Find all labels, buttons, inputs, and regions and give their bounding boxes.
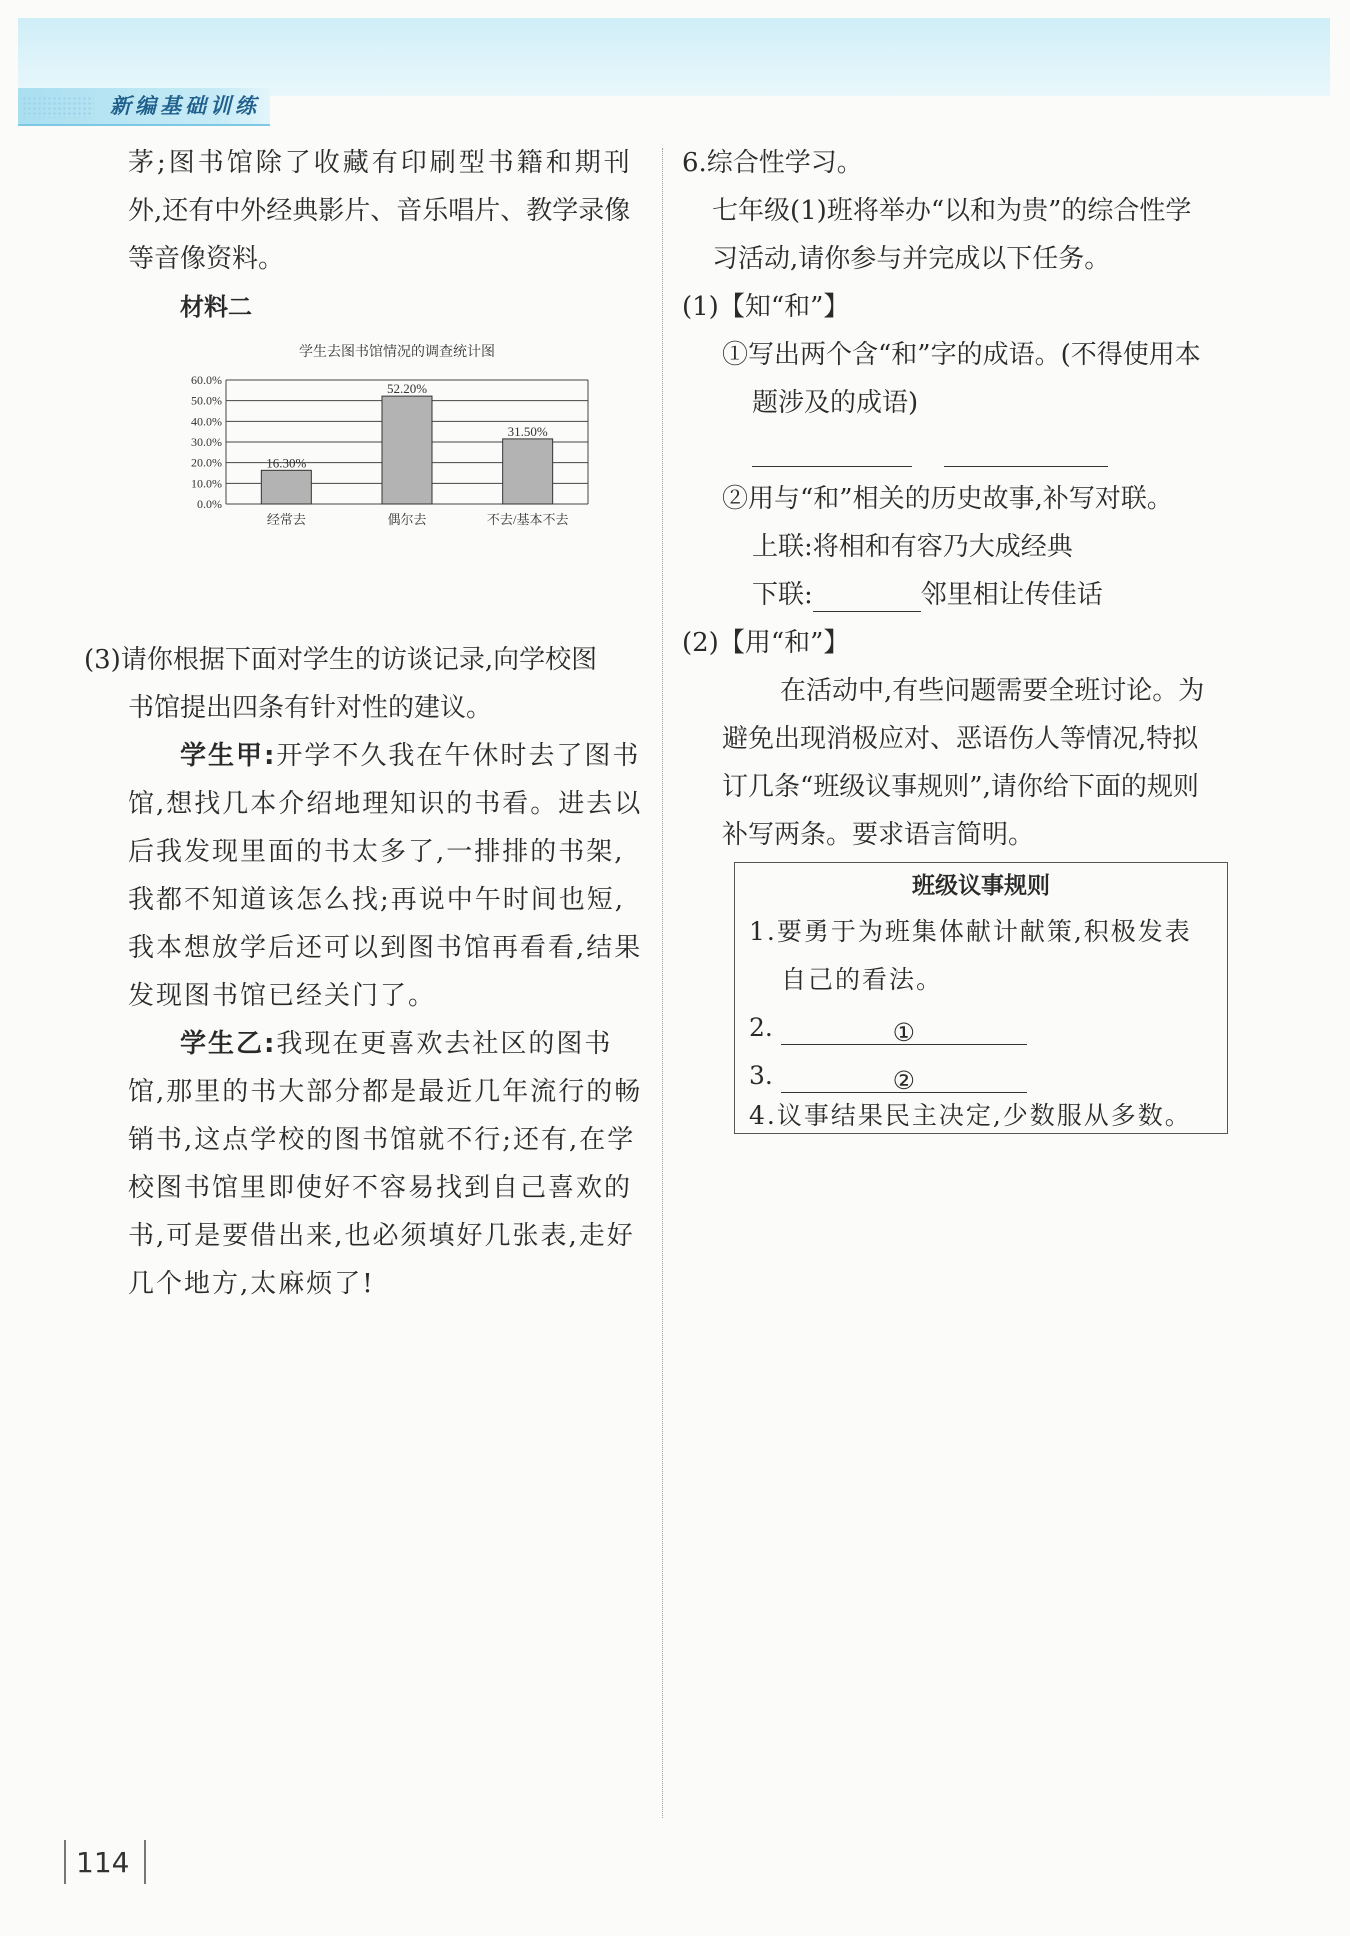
class-rules-box [734,862,1228,1134]
bar [503,439,553,504]
part1-heading: (1)【知“和”】 [682,292,850,322]
part2-line-3: 订几条“班级议事规则”,请你给下面的规则 [722,772,1199,802]
studentB-line-2: 馆,那里的书大部分都是最近几年流行的畅 [128,1077,643,1107]
part2-heading: (2)【用“和”】 [682,628,850,658]
part1-b: ②用与“和”相关的历史故事,补写对联。 [722,484,1173,514]
bar-value-label: 31.50% [507,423,548,439]
studentA-line-1 [180,739,640,773]
part1-a-line-1: ①写出两个含“和”字的成语。(不得使用本 [722,340,1201,370]
rules-title: 班级议事规则 [912,873,1050,899]
q3-line-1: (3)请你根据下面对学生的访谈记录,向学校图 [84,645,598,675]
studentB-line-3: 销书,这点学校的图书馆就不行;还有,在学 [128,1125,636,1155]
rule-2-number: 2. [749,1013,773,1042]
studentA-line-5: 我本想放学后还可以到图书馆再看看,结果 [128,933,643,963]
chart-title: 学生去图书馆情况的调查统计图 [299,345,495,360]
couplet-lower-tail: 邻里相让传佳话 [920,580,1103,610]
studentB-line-6: 几个地方,太麻烦了! [128,1269,375,1299]
y-tick-label: 20.0% [191,455,222,470]
bar-value-label: 16.30% [266,455,307,471]
q3-line-2: 书馆提出四条有针对性的建议。 [128,693,493,723]
part2-line-1: 在活动中,有些问题需要全班讨论。为 [780,676,1205,706]
studentA-line-4: 我都不知道该怎么找;再说中午时间也短, [128,885,626,915]
studentB-line-1 [180,1027,612,1061]
header-band [18,18,1330,96]
studentB-line-5: 书,可是要借出来,也必须填好几张表,走好 [128,1221,635,1251]
x-category-label: 不去/基本不去 [486,512,569,527]
part2-line-4: 补写两条。要求语言简明。 [722,820,1035,850]
page-number-bar-right [144,1840,146,1884]
couplet-upper: 上联:将相和有容乃大成经典 [752,532,1073,562]
bar [261,470,311,504]
rule-2-answer-blank[interactable] [781,1016,1027,1045]
rule-2-marker: ① [892,1018,916,1047]
y-tick-label: 10.0% [191,476,222,491]
header-dots-decoration [22,96,94,118]
para1-line-3: 等音像资料。 [128,244,285,274]
para1-line-2: 外,还有中外经典影片、音乐唱片、教学录像 [128,196,631,226]
part2-line-2: 避免出现消极应对、恶语伤人等情况,特拟 [722,724,1199,754]
book-series-title: 新编基础训练 [110,94,260,118]
y-tick-label: 40.0% [191,414,222,429]
studentA-text-1: 开学不久我在午休时去了图书 [276,741,641,771]
idiom-answer-blank-1[interactable] [752,438,912,467]
rule-1-line-2: 自己的看法。 [781,965,944,994]
rule-3-number: 3. [749,1061,773,1090]
studentB-text-1: 我现在更喜欢去社区的图书 [276,1029,613,1059]
y-tick-label: 50.0% [191,393,222,408]
intro-line-2: 习活动,请你参与并完成以下任务。 [712,244,1111,274]
part1-a-line-2: 题涉及的成语) [752,388,919,418]
para1-line-1: 茅;图书馆除了收藏有印刷型书籍和期刊 [128,148,633,178]
bar-value-label: 52.20% [386,381,428,397]
rule-3-marker: ② [892,1066,916,1095]
couplet-answer-blank[interactable] [813,583,921,612]
couplet-lower-line [752,578,1103,612]
library-survey-chart [170,338,600,538]
studentB-line-4: 校图书馆里即使好不容易找到自己喜欢的 [128,1173,633,1203]
bar [382,396,432,504]
intro-line-1: 七年级(1)班将举办“以和为贵”的综合性学 [712,196,1192,226]
y-tick-label: 30.0% [191,435,222,449]
studentA-label: 学生甲: [180,741,277,771]
studentA-line-2: 馆,想找几本介绍地理知识的书看。进去以 [128,789,643,819]
bar-chart-svg [170,338,600,538]
material2-label: 材料二 [180,293,252,321]
rule-3-line [749,1059,1027,1093]
idiom-answer-blank-2[interactable] [944,438,1108,467]
rule-3-answer-blank[interactable] [781,1064,1027,1093]
couplet-lower-label: 下联: [752,580,813,610]
page-number: 114 [76,1846,130,1879]
studentB-label: 学生乙: [180,1029,277,1059]
y-tick-label: 0.0% [197,497,222,511]
studentA-line-6: 发现图书馆已经关门了。 [128,981,437,1011]
x-category-label: 经常去 [266,512,306,527]
y-tick-label: 60.0% [191,373,222,387]
rule-4-line: 4.议事结果民主决定,少数服从多数。 [749,1101,1192,1130]
rule-2-line [749,1011,1027,1045]
x-category-label: 偶尔去 [387,512,427,527]
page-number-bar-left [64,1840,66,1884]
q6-heading: 6.综合性学习。 [682,148,863,178]
studentA-line-3: 后我发现里面的书太多了,一排排的书架, [128,837,625,867]
rule-1-line-1: 1.要勇于为班集体献计献策,积极发表 [749,917,1192,946]
column-divider [662,148,663,1818]
